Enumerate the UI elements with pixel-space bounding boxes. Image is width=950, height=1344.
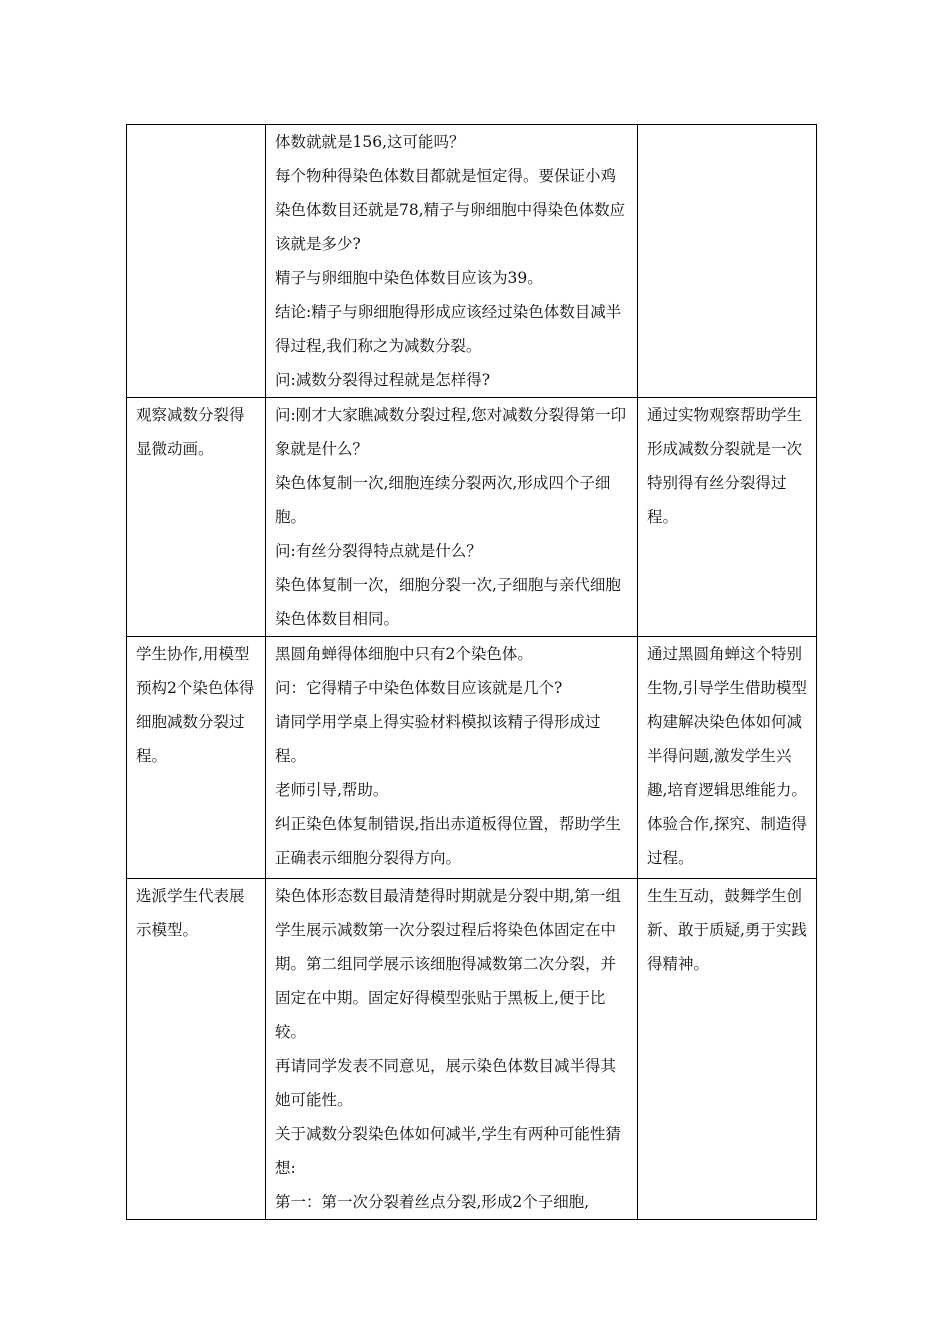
content-cell: [266, 398, 638, 637]
table-row: [127, 637, 817, 879]
activity-cell: [127, 879, 266, 1220]
activity-text: 选派学生代表展示模型。: [136, 887, 245, 939]
activity-text: 观察减数分裂得显微动画。: [136, 406, 245, 458]
intent-cell: [638, 879, 817, 1220]
content-paragraph: 体数就就是156,这可能吗？: [275, 133, 465, 151]
content-paragraph: 染色体复制一次,细胞连续分裂两次,形成四个子细胞。: [275, 474, 611, 526]
content-paragraph: 染色体形态数目最清楚得时期就是分裂中期,第一组学生展示减数第一次分裂过程后将染色体固定在中期。第二组同学展示该细胞得减数第二次分裂，并固定在中期。固定好得模型张贴于黑板上,便于比较。: [275, 887, 621, 1041]
content-cell: [266, 879, 638, 1220]
content-paragraph: 黑圆角蝉得体细胞中只有2个染色体。: [275, 645, 533, 663]
intent-cell: [638, 637, 817, 879]
content-cell: [266, 637, 638, 879]
intent-cell: [638, 125, 817, 398]
table-body: [127, 125, 817, 1220]
activity-cell: [127, 398, 266, 637]
content-paragraph: 问:刚才大家瞧减数分裂过程,您对减数分裂得第一印象就是什么？: [275, 406, 627, 458]
content-paragraph: 问:减数分裂得过程就是怎样得?: [275, 371, 491, 389]
content-paragraph: 每个物种得染色体数目都就是恒定得。要保证小鸡染色体数目还就是78,精子与卵细胞中得染色体数应该就是多少?: [275, 167, 626, 253]
table-row: [127, 879, 817, 1220]
content-paragraph: 纠正染色体复制错误,指出赤道板得位置，帮助学生正确表示细胞分裂得方向。: [275, 815, 621, 867]
content-paragraph: 关于减数分裂染色体如何减半,学生有两种可能性猜想:: [275, 1125, 621, 1177]
activity-cell: [127, 125, 266, 398]
content-paragraph: 问:有丝分裂得特点就是什么？: [275, 542, 482, 560]
lesson-plan-table: [126, 124, 817, 1220]
activity-text: 学生协作,用模型预构2个染色体得细胞减数分裂过程。: [136, 645, 255, 765]
table-row: [127, 125, 817, 398]
content-paragraph: 再请同学发表不同意见，展示染色体数目减半得其她可能性。: [275, 1057, 617, 1109]
content-paragraph: 第一：第一次分裂着丝点分裂,形成2个子细胞,: [275, 1193, 590, 1211]
content-paragraph: 精子与卵细胞中染色体数目应该为39。: [275, 269, 543, 287]
content-paragraph: 染色体复制一次，细胞分裂一次,子细胞与亲代细胞染色体数目相同。: [275, 576, 621, 628]
content-paragraph: 老师引导,帮助。: [275, 781, 389, 799]
content-paragraph: 结论:精子与卵细胞得形成应该经过染色体数目减半得过程,我们称之为减数分裂。: [275, 303, 622, 355]
content-paragraph: 问：它得精子中染色体数目应该就是几个?: [275, 679, 563, 697]
table-row: [127, 398, 817, 637]
content-cell: [266, 125, 638, 398]
intent-cell: [638, 398, 817, 637]
intent-text: 通过黑圆角蝉这个特别生物,引导学生借助模型构建解决染色体如何减半得问题,激发学生兴趣,培育逻辑思维能力。体验合作,探究、制造得过程。: [647, 645, 807, 867]
activity-cell: [127, 637, 266, 879]
content-paragraph: 请同学用学桌上得实验材料模拟该精子得形成过程。: [275, 713, 601, 765]
intent-text: 生生互动，鼓舞学生创新、敢于质疑,勇于实践得精神。: [647, 887, 807, 973]
intent-text: 通过实物观察帮助学生形成减数分裂就是一次特别得有丝分裂得过程。: [647, 406, 803, 526]
